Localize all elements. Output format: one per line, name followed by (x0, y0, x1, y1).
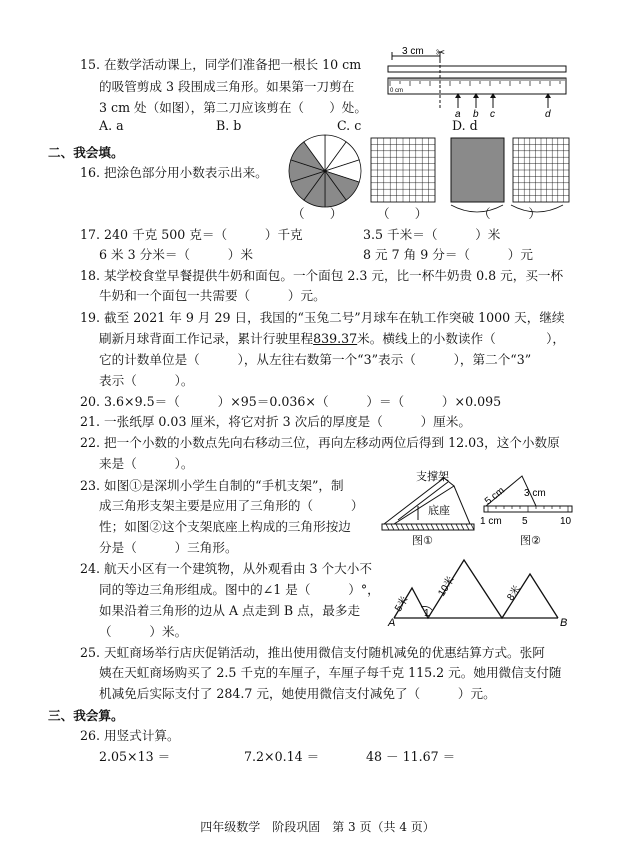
q17-b: 3.5 千米＝（ ）米 (363, 227, 501, 242)
q23-3cm-label: 3 cm (524, 488, 546, 499)
q24-point-b: B (560, 617, 568, 629)
q23-5-label: 5 (522, 516, 528, 527)
q15-zero-label: 0 cm (390, 88, 404, 94)
q23-line1: 23. 如图①是深圳小学生自制的“手机支架”，制 (80, 478, 344, 493)
q16-blank-1[interactable]: （ ） (292, 206, 343, 221)
q15-option-b: B. b (216, 118, 242, 133)
q17-d: 8 元 7 角 9 分＝（ ）元 (363, 247, 533, 262)
q15-mark-a: a (455, 109, 461, 120)
section-2-title: 二、我会填。 (48, 145, 124, 160)
q15-option-c: C. c (337, 118, 362, 133)
q19-underlined-number: 839.37 (313, 331, 358, 346)
q24-line2: 同的等边三角形组成。图中的∠1 是（ ）°， (99, 582, 380, 597)
q23-caption-2: 图② (520, 535, 541, 547)
q15-line1: 15. 在数学活动课上，同学们准备把一根长 10 cm (80, 57, 362, 72)
q17-a: 17. 240 千克 500 克＝（ ）千克 (80, 227, 303, 242)
q23-line2: 成三角形支架主要是应用了三角形的（ ） (99, 498, 364, 513)
q20: 20. 3.6×9.5＝（ ）×95＝0.036×（ ）＝（ ）×0.095 (80, 394, 502, 409)
q25-line2: 姨在天虹商场购买了 2.5 千克的车厘子，车厘子每千克 115.2 元。她用微信支付随 (99, 665, 562, 680)
q15-ruler-figure (380, 44, 570, 120)
q23-stand-label: 支撑架 (416, 471, 449, 483)
q15-cut-label: 3 cm (402, 46, 424, 57)
q24-5m-label: 5米 (393, 594, 411, 614)
q19-line3: 它的计数单位是（ ），从左往右数第一个“3”表示（ ），第二个“3” (99, 352, 532, 367)
q24-line1: 24. 航天小区有一个建筑物，从外观看由 3 个大小不 (80, 561, 372, 576)
q19-line2-post: 米。横线上的小数读作（ ）， (357, 331, 565, 346)
q26-text: 26. 用竖式计算。 (80, 728, 180, 743)
q22-line1: 22. 把一个小数的小数点先向右移动三位，再向左移动两位后得到 12.03，这个小数原 (80, 435, 560, 450)
q23-caption-1: 图① (412, 535, 433, 547)
q16-circle-figure (289, 135, 361, 207)
q26-expr-2: 7.2×0.14 ＝ (244, 749, 320, 764)
q15-line2: 的吸管剪成 3 段围成三角形。如果第一刀剪在 (99, 79, 355, 94)
svg-text:✂: ✂ (436, 47, 446, 59)
q15-mark-c: c (490, 109, 495, 120)
section-3-title: 三、我会算。 (48, 708, 124, 723)
q25-line3: 机减免后实际支付了 284.7 元，她使用微信支付减免了（ ）元。 (99, 686, 496, 701)
q16-blank-3[interactable]: （ ） (478, 206, 541, 221)
q15-line3: 3 cm 处（如图），第二刀应该剪在（ ）处。 (99, 100, 367, 115)
q16-shaded-square (451, 138, 504, 202)
q26-expr-1: 2.05×13 ＝ (99, 749, 171, 764)
q18-line2: 牛奶和一个面包一共需要（ ）元。 (99, 288, 326, 303)
q17-c: 6 米 3 分米＝（ ）米 (99, 247, 253, 262)
q24-8m-label: 8米 (505, 583, 524, 603)
q24-point-a: A (388, 617, 396, 629)
q18-line1: 18. 某学校食堂早餐提供牛奶和面包。一个面包 2.3 元，比一杯牛奶贵 0.8 元，买一杯 (80, 268, 564, 283)
q23-figure-2 (480, 470, 578, 548)
q16-grid-2 (513, 138, 569, 202)
page-footer: 四年级数学 阶段巩固 第 3 页（共 4 页） (200, 820, 435, 834)
q23-figure-1 (378, 470, 480, 548)
q21: 21. 一张纸厚 0.03 厘米，将它对折 3 次后的厚度是（ ）厘米。 (80, 414, 471, 429)
q22-line2: 来是（ ）。 (99, 456, 194, 471)
q15-mark-d: d (545, 109, 551, 120)
q23-line4: 分是（ ）三角形。 (99, 540, 238, 555)
q23-1cm-label: 1 cm (480, 516, 502, 527)
q23-5cm-label: 5 cm (482, 485, 507, 508)
q23-10-label: 10 (560, 516, 572, 527)
q19-line1: 19. 截至 2021 年 9 月 29 日，我国的“玉兔二号”月球车在轨工作突破 1000 天，继续 (80, 310, 565, 325)
q16-grid-1 (371, 138, 435, 202)
q15-option-a: A. a (99, 118, 124, 133)
q26-expr-3: 48 － 11.67 ＝ (366, 749, 456, 764)
q23-line3: 性；如图②这个支架底座上构成的三角形按边 (99, 519, 351, 534)
q24-10m-label: 10米 (436, 574, 457, 599)
q24-line4: （ ）米。 (99, 624, 188, 639)
q19-line4: 表示（ ）。 (99, 373, 194, 388)
q25-line1: 25. 天虹商场举行店庆促销活动，推出使用微信支付随机减免的优惠结算方式。张阿 (80, 645, 545, 660)
q19-line2-pre: 刷新月球背面工作记录，累计行驶里程 (99, 331, 314, 346)
q23-base-label: 底座 (428, 505, 450, 517)
q15-mark-b: b (473, 109, 479, 120)
q16-blank-2[interactable]: （ ） (377, 206, 428, 221)
q15-option-d: D. d (452, 118, 478, 133)
q24-line3: 如果沿着三角形的边从 A 点走到 B 点，最多走 (99, 603, 361, 618)
q19-line2 (99, 331, 565, 347)
q24-triangles-figure (388, 556, 578, 629)
q24-angle-1: 1 (424, 608, 430, 619)
q16-text: 16. 把涂色部分用小数表示出来。 (80, 165, 268, 180)
